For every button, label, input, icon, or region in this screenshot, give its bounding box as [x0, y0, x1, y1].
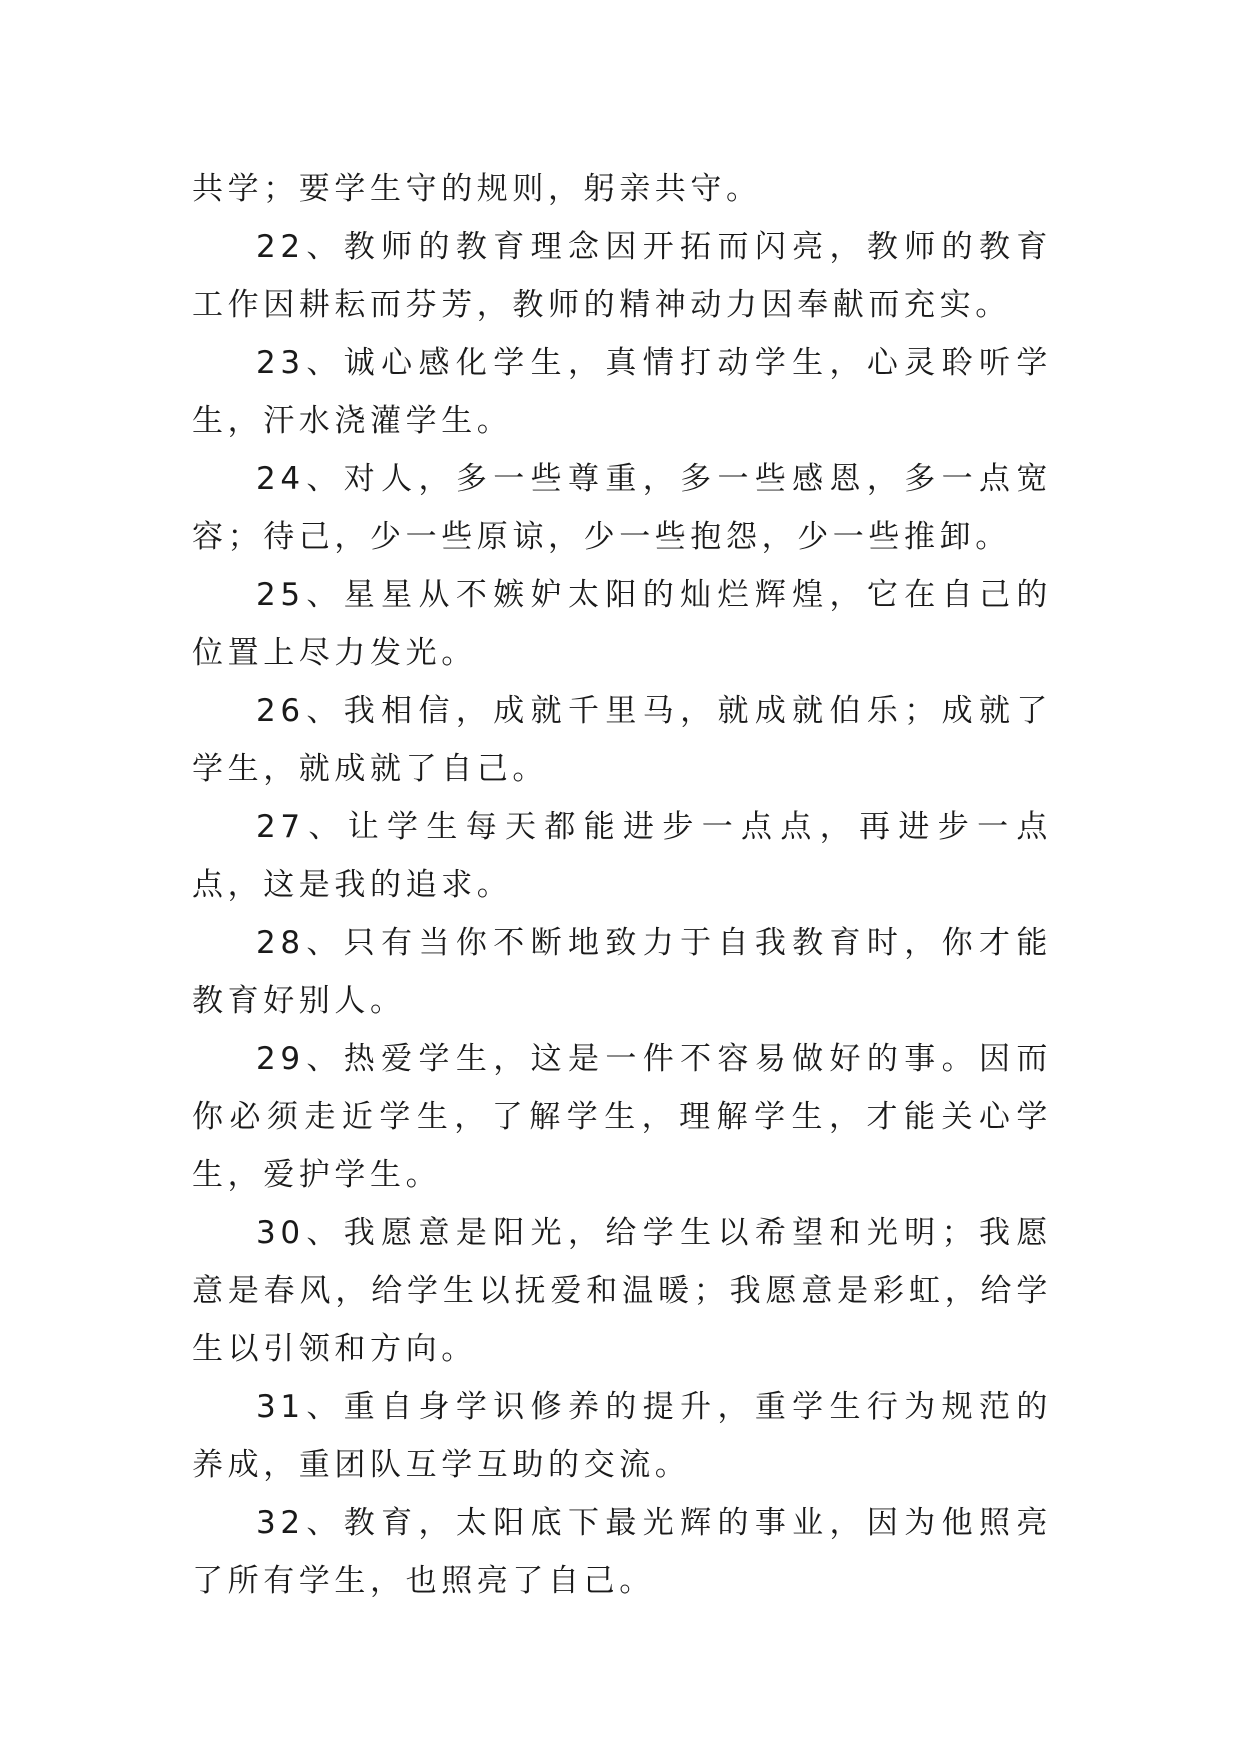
paragraph-30: 30、我愿意是阳光，给学生以希望和光明；我愿意是春风，给学生以抚爱和温暖；我愿意是彩虹，给学生以引领和方向。 [192, 1215, 1052, 1367]
paragraph-29: 29、热爱学生，这是一件不容易做好的事。因而你必须走近学生，了解学生，理解学生，才能关心学生，爱护学生。 [192, 1041, 1052, 1193]
paragraph-25: 25、星星从不嫉妒太阳的灿烂辉煌，它在自己的位置上尽力发光。 [192, 577, 1052, 671]
paragraph-continued: 共学；要学生守的规则，躬亲共守。 [192, 171, 762, 207]
paragraph-28: 28、只有当你不断地致力于自我教育时，你才能教育好别人。 [192, 925, 1052, 1019]
paragraph-31: 31、重自身学识修养的提升，重学生行为规范的养成，重团队互学互助的交流。 [192, 1389, 1052, 1483]
document-body [192, 160, 1052, 1610]
paragraph-26: 26、我相信，成就千里马，就成就伯乐；成就了学生，就成就了自己。 [192, 693, 1052, 787]
paragraph-23: 23、诚心感化学生，真情打动学生，心灵聆听学生，汗水浇灌学生。 [192, 345, 1052, 439]
paragraph-22: 22、教师的教育理念因开拓而闪亮，教师的教育工作因耕耘而芬芳，教师的精神动力因奉献而充实。 [192, 229, 1052, 323]
paragraph-24: 24、对人，多一些尊重，多一些感恩，多一点宽容；待己，少一些原谅，少一些抱怨，少一些推卸。 [192, 461, 1052, 555]
paragraph-27: 27、让学生每天都能进步一点点，再进步一点点，这是我的追求。 [192, 809, 1052, 903]
paragraph-32: 32、教育，太阳底下最光辉的事业，因为他照亮了所有学生，也照亮了自己。 [192, 1505, 1052, 1599]
